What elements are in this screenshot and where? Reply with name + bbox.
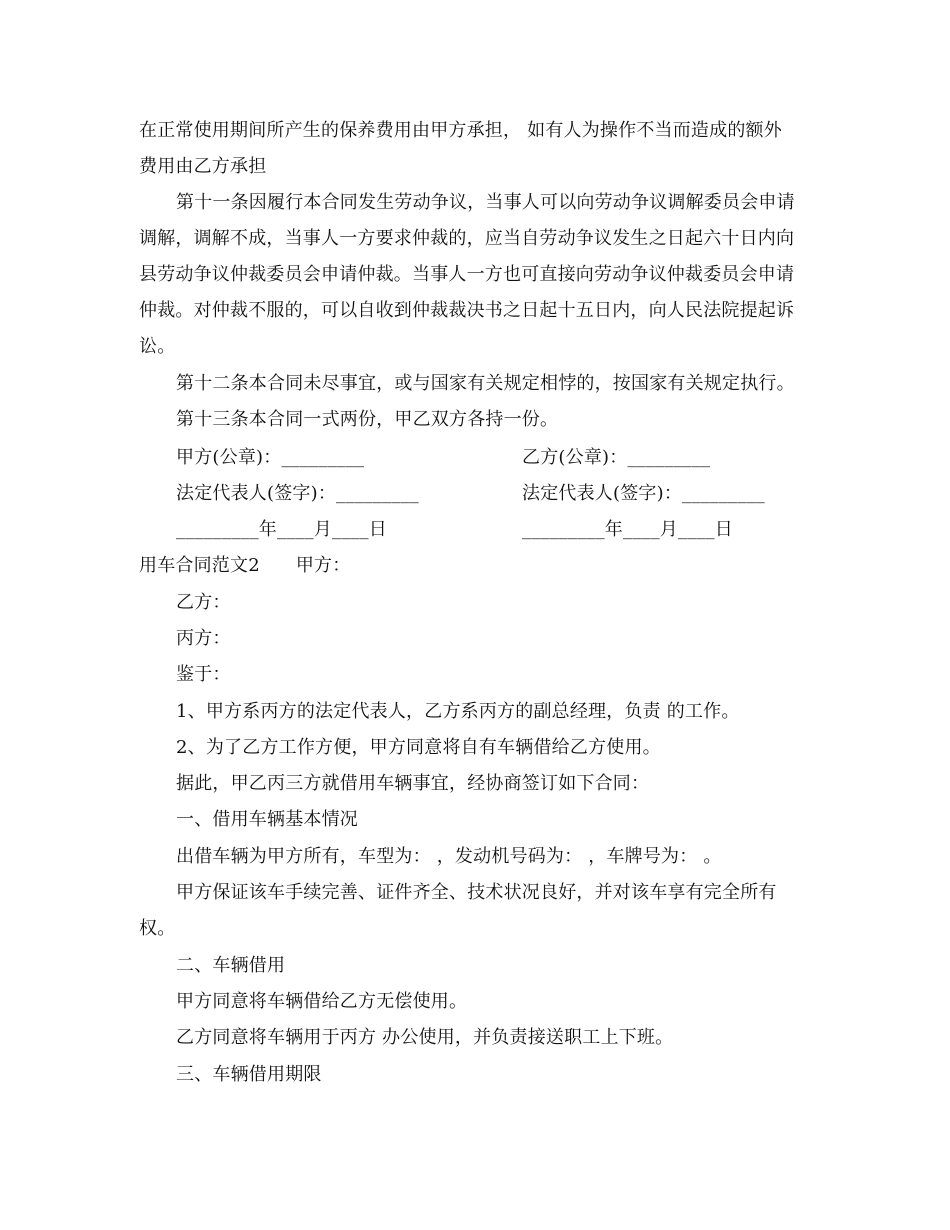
section-1-guarantee-line: 甲方保证该车手续完善、证件齐全、技术状况良好，并对该车享有完全所有	[176, 882, 777, 903]
paragraph-line: 在正常使用期间所产生的保养费用由甲方承担， 如有人为操作不当而造成的额外	[139, 120, 782, 141]
sample2-heading-row	[139, 554, 350, 578]
section-2-line-1: 甲方同意将车辆借给乙方无偿使用。	[176, 991, 468, 1012]
party-a-seal: 甲方(公章)：_________	[176, 447, 365, 468]
party-b-seal: 乙方(公章)：_________	[522, 447, 711, 468]
party-b-date: _________年____月____日	[522, 519, 733, 540]
sample2-party-b: 乙方：	[176, 592, 231, 613]
sample2-recital-2: 2、为了乙方工作方便，甲方同意将自有车辆借给乙方使用。	[176, 737, 661, 758]
sample2-recital-1: 1、甲方系丙方的法定代表人，乙方系丙方的副总经理，负责 的工作。	[176, 701, 740, 722]
party-b-representative: 法定代表人(签字)：_________	[522, 483, 765, 504]
paragraph-line: 费用由乙方承担	[139, 156, 267, 177]
section-1-title: 一、借用车辆基本情况	[176, 809, 358, 830]
sample2-agreement-intro: 据此，甲乙丙三方就借用车辆事宜，经协商签订如下合同：	[176, 773, 650, 794]
party-a-date: _________年____月____日	[176, 519, 387, 540]
party-a-representative: 法定代表人(签字)：_________	[176, 483, 419, 504]
sample2-whereas: 鉴于：	[176, 664, 231, 685]
article-11-line: 县劳动争议仲裁委员会申请仲裁。当事人一方也可直接向劳动争议仲裁委员会申请	[139, 264, 795, 285]
sample2-party-a: 甲方：	[295, 555, 351, 576]
sample2-party-c: 丙方：	[176, 628, 231, 649]
section-1-guarantee-line: 权。	[139, 918, 176, 939]
article-12: 第十二条本合同未尽事宜，或与国家有关规定相悖的，按国家有关规定执行。	[176, 373, 795, 394]
article-11-line: 讼。	[139, 336, 176, 357]
article-11-line: 仲裁。对仲裁不服的，可以自收到仲裁裁决书之日起十五日内，向人民法院提起诉	[139, 300, 795, 321]
section-2-line-2: 乙方同意将车辆用于丙方 办公使用，并负责接送职工上下班。	[176, 1027, 674, 1048]
article-13: 第十三条本合同一式两份，甲乙双方各持一份。	[176, 409, 559, 430]
sample2-title: 用车合同范文2	[139, 555, 260, 576]
article-11-line: 调解，调解不成，当事人一方要求仲裁的，应当自劳动争议发生之日起六十日内向	[139, 228, 795, 249]
section-3-title: 三、车辆借用期限	[176, 1064, 322, 1085]
article-11-line: 第十一条因履行本合同发生劳动争议，当事人可以向劳动争议调解委员会申请	[176, 192, 795, 213]
section-1-text: 出借车辆为甲方所有，车型为： ，发动机号码为： ，车牌号为： 。	[176, 846, 722, 867]
section-2-title: 二、车辆借用	[176, 955, 286, 976]
